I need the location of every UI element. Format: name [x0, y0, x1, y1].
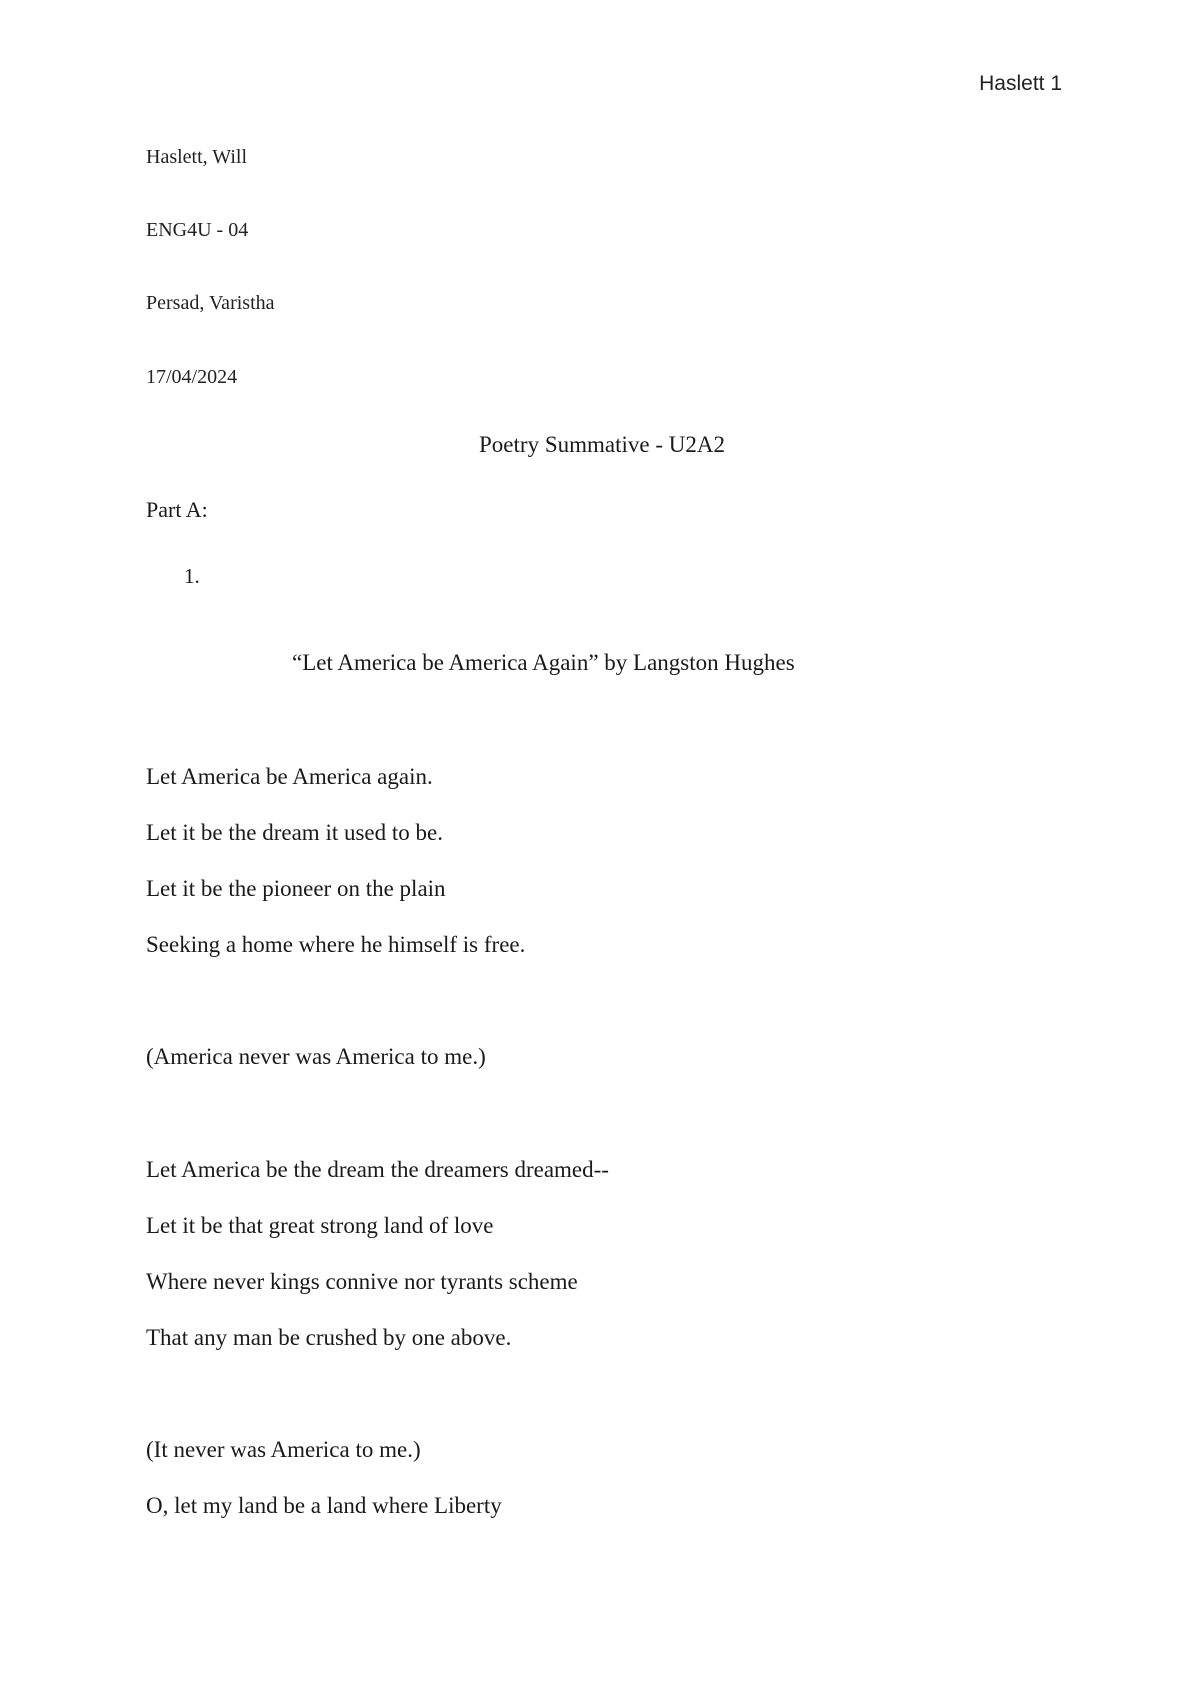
- poem-line: Let it be the dream it used to be.: [146, 820, 443, 845]
- poem-line: Where never kings connive nor tyrants scheme: [146, 1269, 578, 1294]
- poem-line: Let it be the pioneer on the plain: [146, 876, 446, 901]
- running-header: Haslett 1: [979, 72, 1062, 95]
- course-code: ENG4U - 04: [146, 219, 249, 241]
- poem-line: Let America be the dream the dreamers dreamed--: [146, 1157, 609, 1182]
- poem-line: O, let my land be a land where Liberty: [146, 1493, 502, 1518]
- poem-line: Let it be that great strong land of love: [146, 1213, 494, 1238]
- poem-line: (It never was America to me.): [146, 1437, 421, 1462]
- document-title-text: Poetry Summative - U2A2: [479, 432, 725, 457]
- poem-line: Seeking a home where he himself is free.: [146, 932, 526, 957]
- list-item-number: 1.: [184, 564, 200, 588]
- poem-line: (America never was America to me.): [146, 1044, 486, 1069]
- date-line: 17/04/2024: [146, 366, 238, 388]
- part-label: Part A:: [146, 497, 208, 522]
- poem-title: “Let America be America Again” by Langston Hughes: [292, 650, 795, 675]
- document-title: [0, 432, 1200, 458]
- poem-line: Let America be America again.: [146, 764, 433, 789]
- poem-line: That any man be crushed by one above.: [146, 1325, 512, 1350]
- teacher-name: Persad, Varistha: [146, 292, 275, 314]
- student-name: Haslett, Will: [146, 146, 248, 168]
